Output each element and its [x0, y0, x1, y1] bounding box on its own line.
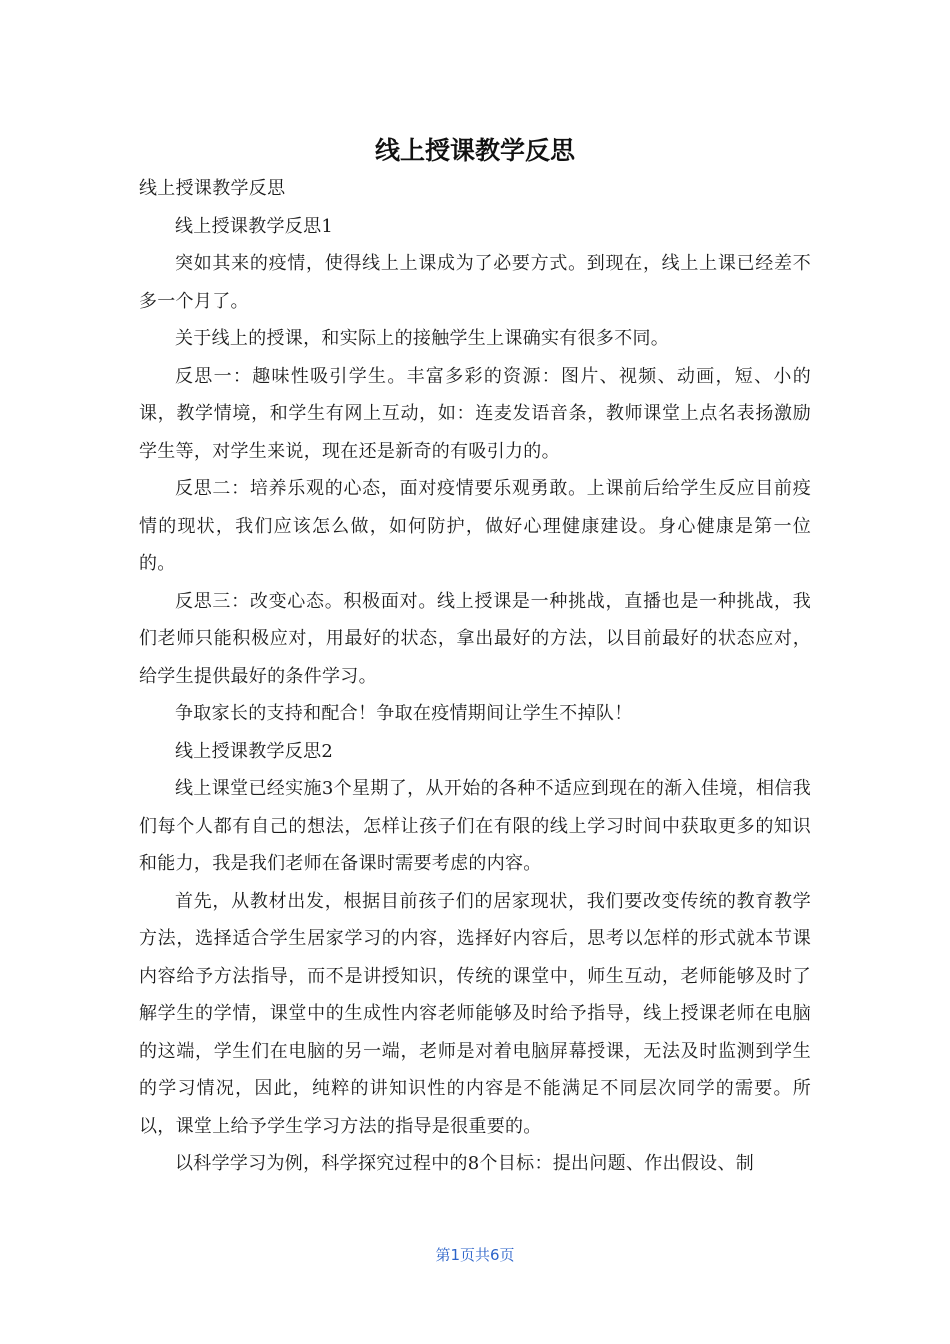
paragraph: 以科学学习为例，科学探究过程中的8个目标：提出问题、作出假设、制 [175, 1153, 755, 1174]
paragraph: 反思二：培养乐观的心态，面对疫情要乐观勇敢。上课前后给学生反应目前疫情的现状，我们应该怎么做，如何防护，做好心理健康建设。身心健康是第一位的。 [139, 478, 811, 574]
paragraph: 反思三：改变心态。积极面对。线上授课是一种挑战，直播也是一种挑战，我们老师只能积极应对，用最好的状态，拿出最好的方法，以目前最好的状态应对，给学生提供最好的条件学习。 [139, 590, 811, 687]
paragraph-heading: 线上授课教学反思 [139, 178, 286, 199]
section-heading-2: 线上授课教学反思2 [175, 740, 334, 762]
document-title: 线上授课教学反思 [374, 135, 575, 165]
paragraph: 关于线上的授课，和实际上的接触学生上课确实有很多不同。 [175, 328, 670, 349]
paragraph: 争取家长的支持和配合！争取在疫情期间让学生不掉队！ [175, 703, 633, 724]
document-body [139, 170, 811, 1183]
section-heading-1: 线上授课教学反思1 [175, 215, 334, 237]
paragraph: 反思一：趣味性吸引学生。丰富多彩的资源：图片、视频、动画，短、小的课，教学情境，和学生有网上互动，如：连麦发语音条，教师课堂上点名表扬激励学生等，对学生来说，现在还是新奇的有吸引力的。 [139, 365, 811, 462]
paragraph: 线上课堂已经实施3个星期了，从开始的各种不适应到现在的渐入佳境，相信我们每个人都有自己的想法，怎样让孩子们在有限的线上学习时间中获取更多的知识和能力，我是我们老师在备课时需要考虑的内容。 [139, 778, 811, 874]
paragraph: 突如其来的疫情，使得线上上课成为了必要方式。到现在，线上上课已经差不多一个月了。 [139, 253, 811, 312]
page-number-footer: 第1页共6页 [435, 1246, 515, 1264]
paragraph: 首先，从教材出发，根据目前孩子们的居家现状，我们要改变传统的教育教学方法，选择适合学生居家学习的内容，选择好内容后，思考以怎样的形式就本节课内容给予方法指导，而不是讲授知识，传统的课堂中，师生互动，老师能够及时了解学生的学情，课堂中的生成性内容老师能够及时给予指导，线上授课老师在电脑的这端，学生们在电脑的另一端，老师是对着电脑屏幕授课，无法及时监测到学生的学习情况，因此，纯粹的讲知识性的内容是不能满足不同层次同学的需要。所以，课堂上给予学生学习方法的指导是很重要的。 [139, 890, 811, 1137]
